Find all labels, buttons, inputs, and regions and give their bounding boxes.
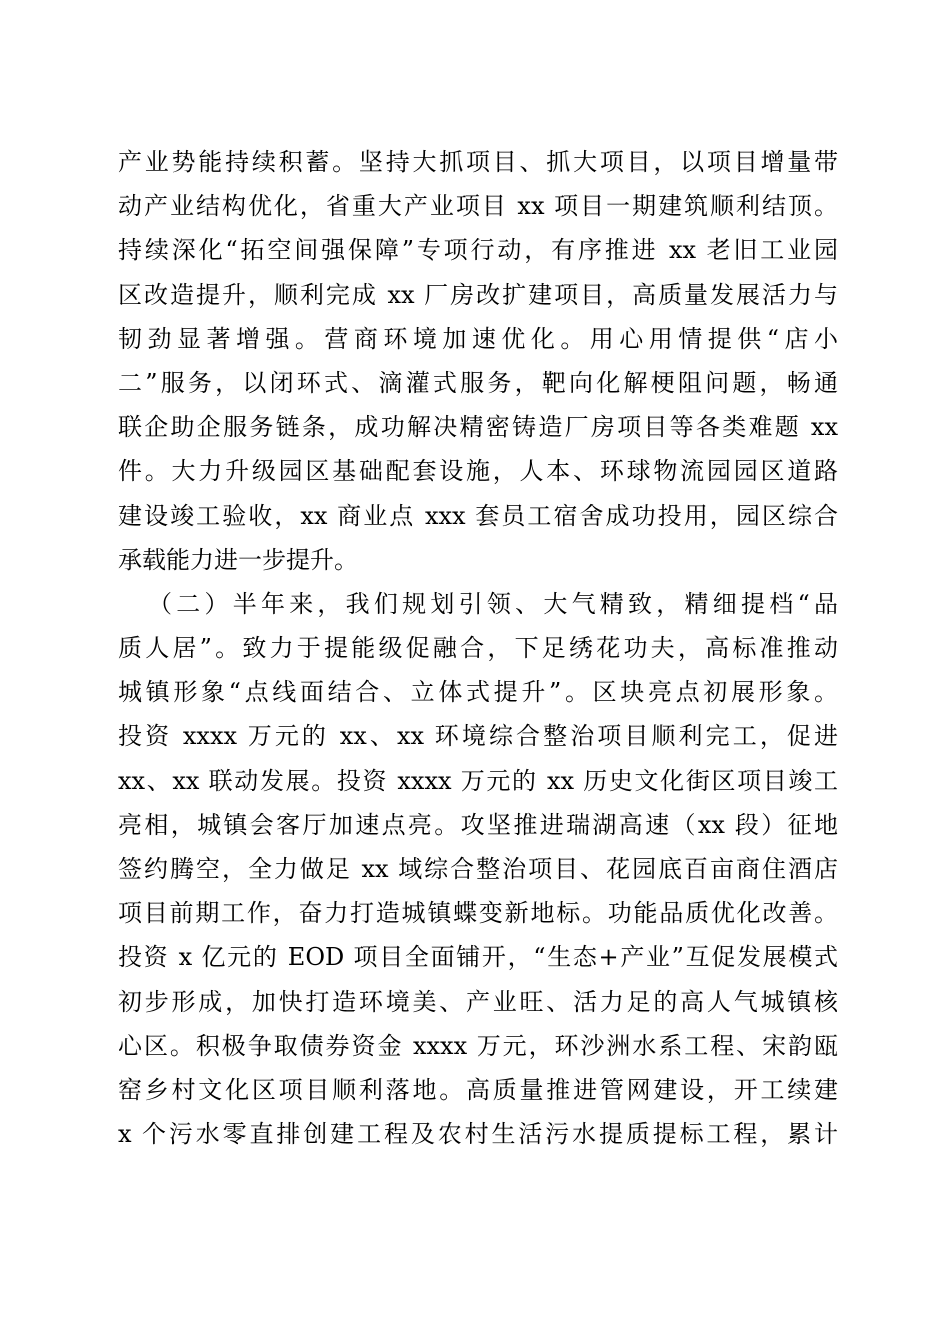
text-line: xx、xx 联动发展。投资 xxxx 万元的 xx 历史文化街区项目竣工 xyxy=(118,766,838,795)
text-line: 亮相，城镇会客厅加速点亮。攻坚推进瑞湖高速（xx 段）征地 xyxy=(118,810,838,839)
text-line: 区改造提升，顺利完成 xx 厂房改扩建项目，高质量发展活力与 xyxy=(118,280,838,309)
text-line: 初步形成，加快打造环境美、产业旺、活力足的高人气城镇核 xyxy=(118,987,838,1016)
text-line: 投资 xxxx 万元的 xx、xx 环境综合整治项目顺利完工，促进 xyxy=(118,722,838,751)
text-line: 建设竣工验收，xx 商业点 xxx 套员工宿舍成功投用，园区综合 xyxy=(118,501,838,530)
document-body xyxy=(118,140,838,1156)
paragraph-heading-line: （二）半年来，我们规划引领、大气精致，精细提档“品 xyxy=(148,589,838,618)
text-line: 城镇形象“点线面结合、立体式提升”。区块亮点初展形象。 xyxy=(118,678,838,707)
text-line: 动产业结构优化，省重大产业项目 xx 项目一期建筑顺利结顶。 xyxy=(118,192,838,221)
text-line: 项目前期工作，奋力打造城镇蝶变新地标。功能品质优化改善。 xyxy=(118,899,838,928)
text-line: 联企助企服务链条，成功解决精密铸造厂房项目等各类难题 xx xyxy=(118,413,838,442)
paragraph xyxy=(118,140,838,582)
text-line: 窑乡村文化区项目顺利落地。高质量推进管网建设，开工续建 xyxy=(118,1075,838,1104)
text-line: 签约腾空，全力做足 xx 域综合整治项目、花园底百亩商住酒店 xyxy=(118,855,838,883)
text-line: 二”服务，以闭环式、滴灌式服务，靶向化解梗阻问题，畅通 xyxy=(118,368,838,397)
text-line: 韧劲显著增强。营商环境加速优化。用心用情提供“店小 xyxy=(118,324,838,353)
text-line: 投资 x 亿元的 EOD 项目全面铺开，“生态+产业”互促发展模式 xyxy=(118,943,838,972)
paragraph xyxy=(118,582,838,1156)
text-line: 承载能力进一步提升。 xyxy=(118,545,358,574)
text-line: x 个污水零直排创建工程及农村生活污水提质提标工程，累计 xyxy=(118,1120,838,1149)
text-line: 产业势能持续积蓄。坚持大抓项目、抓大项目，以项目增量带 xyxy=(118,148,838,176)
text-line: 持续深化“拓空间强保障”专项行动，有序推进 xx 老旧工业园 xyxy=(118,236,838,265)
text-line: 件。大力升级园区基础配套设施，人本、环球物流园园区道路 xyxy=(118,457,838,486)
text-line: 质人居”。致力于提能级促融合，下足绣花功夫，高标准推动 xyxy=(118,634,838,663)
text-line: 心区。积极争取债券资金 xxxx 万元，环沙洲水系工程、宋韵瓯 xyxy=(118,1031,838,1060)
